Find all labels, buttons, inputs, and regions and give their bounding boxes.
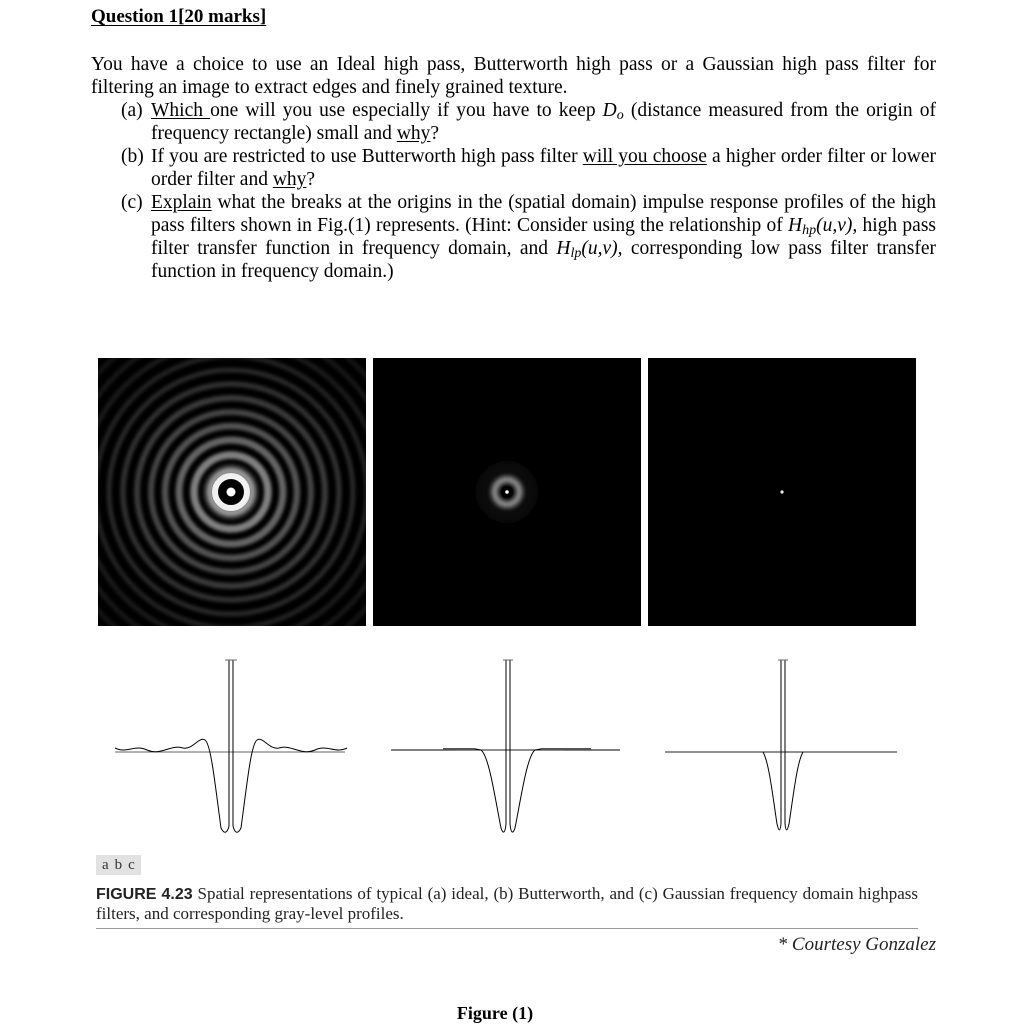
panel-label-c: c: [128, 857, 135, 873]
part-a-text-2: (distance measured from the origin of frequency rectangle) small and: [151, 100, 936, 144]
part-a-label: (a): [121, 100, 143, 121]
h-hp-args: (u,v),: [816, 215, 858, 236]
question-intro: You have a choice to use an Ideal high pass, Butterworth high pass or a Gaussian high pass filter for filtering an image to extract edges and finely grained texture.: [91, 54, 936, 98]
ideal-rings-svg: [98, 358, 366, 626]
butterworth-ring-svg: [373, 358, 641, 626]
panel-b-butterworth-image: [373, 358, 641, 626]
part-a-why: why: [396, 123, 431, 144]
d-naught-symbol: D: [602, 100, 617, 121]
h-hp-subscript: hp: [802, 222, 817, 239]
part-c-text-2: high pass filter transfer function in frequency domain, and: [151, 215, 936, 259]
h-lp-subscript: lp: [570, 245, 582, 262]
question-parts: [91, 99, 936, 283]
figure-caption-head: FIGURE 4.23: [96, 886, 193, 903]
courtesy-note: * Courtesy Gonzalez: [777, 934, 936, 955]
part-c-text: what the breaks at the origins in the (spatial domain) impulse response profiles of the high pass filters shown in Fig.(1) represents. (Hint: Consider using the relationship of: [151, 192, 936, 236]
panel-label-b: b: [114, 857, 123, 873]
figure-caption: [96, 884, 918, 923]
part-b-text: If you are restricted to use Butterworth high pass filter: [151, 146, 583, 167]
gaussian-dot-svg: [648, 358, 916, 626]
profile-c-gaussian: [665, 660, 897, 830]
h-lp-symbol: H: [556, 238, 571, 259]
figure-panel-labels: [96, 855, 141, 875]
panel-a-ideal-image: [98, 358, 366, 626]
question-heading: Question 1[20 marks]: [91, 6, 267, 27]
part-a-text: one will you use especially if you have to keep: [210, 100, 603, 121]
part-b-why: why: [272, 169, 307, 190]
part-c-explain: Explain: [151, 192, 212, 213]
profile-b-butterworth: [391, 660, 620, 832]
d-naught-subscript: o: [616, 107, 624, 124]
profile-a-ideal: [115, 660, 347, 832]
part-b-will-you-choose: will you choose: [582, 146, 707, 167]
part-b: [91, 145, 936, 191]
h-lp-args: (u,v),: [581, 238, 623, 259]
part-b-text-2: a higher order filter or lower order filter and: [151, 146, 937, 190]
h-hp-symbol: H: [787, 215, 803, 236]
part-c-label: (c): [121, 192, 143, 213]
part-b-label: (b): [121, 146, 144, 167]
caption-divider: [96, 928, 918, 929]
part-a-which: Which: [151, 100, 211, 121]
part-a: [91, 99, 936, 145]
gray-level-profiles: [95, 648, 905, 844]
figure-title: Figure (1): [456, 1003, 534, 1023]
panel-c-gaussian-image: [648, 358, 916, 626]
figure-caption-text: Spatial representations of typical (a) ideal, (b) Butterworth, and (c) Gaussian frequency domain highpass filters, and corresponding gray-level profiles.: [96, 884, 918, 923]
panel-label-a: a: [102, 857, 109, 873]
part-b-qmark: ?: [306, 169, 316, 190]
part-c: [91, 191, 936, 283]
part-a-qmark: ?: [430, 123, 440, 144]
part-c-text-3: corresponding low pass filter transfer function in frequency domain.): [151, 238, 936, 282]
